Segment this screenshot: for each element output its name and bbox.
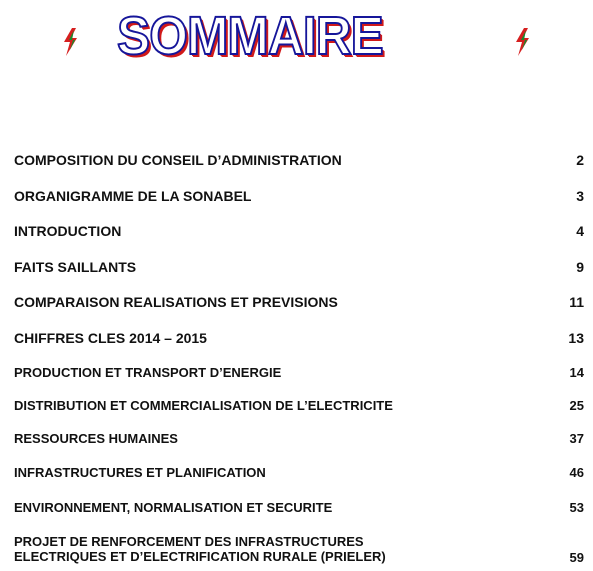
toc-entry-page: 9 <box>576 259 584 275</box>
toc-entry-page: 2 <box>576 152 584 168</box>
toc-entry-label: CHIFFRES CLES 2014 – 2015 <box>14 330 207 346</box>
toc-entry-page: 59 <box>569 550 584 565</box>
toc-entry-label: INFRASTRUCTURES ET PLANIFICATION <box>14 465 266 480</box>
toc-entry-label: ORGANIGRAMME DE LA SONABEL <box>14 188 252 204</box>
toc-entry-page: 37 <box>569 431 584 446</box>
toc-entry-label: PRODUCTION ET TRANSPORT D’ENERGIE <box>14 365 282 380</box>
toc-entry-label: COMPOSITION DU CONSEIL D’ADMINISTRATION <box>14 152 342 168</box>
toc-entry-label: DISTRIBUTION ET COMMERCIALISATION DE L’ELECTRICITE <box>14 398 393 413</box>
toc-entry-label: FAITS SAILLANTS <box>14 259 137 275</box>
document-header <box>0 0 593 80</box>
page-title: SOMMAIRE <box>117 6 383 66</box>
lightning-bolt-icon <box>512 28 532 56</box>
toc-entry-page: 25 <box>569 398 584 413</box>
toc-entry-page: 4 <box>576 223 584 239</box>
toc-entry-label: INTRODUCTION <box>14 223 122 239</box>
toc-entry-label: PROJET DE RENFORCEMENT DES INFRASTRUCTURES ELECTRIQUES ET D’ELECTRIFICATION RURALE (PRIELER) <box>14 534 386 564</box>
toc-entry-label: ENVIRONNEMENT, NORMALISATION ET SECURITE <box>14 500 333 515</box>
lightning-bolt-icon <box>60 28 80 56</box>
toc-entry-label: COMPARAISON REALISATIONS ET PREVISIONS <box>14 294 338 310</box>
toc-entry-page: 53 <box>569 500 584 515</box>
toc-entry-page: 46 <box>569 465 584 480</box>
toc-entry-page: 13 <box>568 330 584 346</box>
toc-entry-page: 14 <box>569 365 584 380</box>
toc-entry-page: 11 <box>569 294 584 310</box>
toc-entry-page: 3 <box>576 188 584 204</box>
toc-entry-label: RESSOURCES HUMAINES <box>14 431 178 446</box>
